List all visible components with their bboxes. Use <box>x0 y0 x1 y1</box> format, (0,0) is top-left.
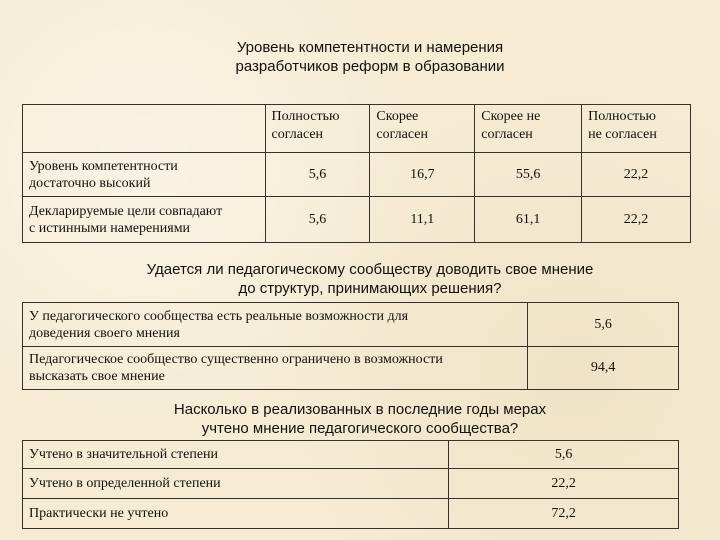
value-cell: 72,2 <box>449 499 679 529</box>
table-row <box>23 347 679 390</box>
row-label: Учтено в определенной степени <box>23 469 449 499</box>
row-label: Учтено в значительной степени <box>23 441 449 469</box>
question-3 <box>110 400 610 438</box>
row-label: Декларируемые цели совпадают с истинными намерениями <box>23 197 266 243</box>
competence-table <box>22 104 691 243</box>
table-row <box>23 153 691 197</box>
header-empty-cell <box>23 105 266 153</box>
title-line-1: Уровень компетентности и намерения <box>236 39 504 56</box>
row-label: Уровень компетентности достаточно высокий <box>23 153 266 197</box>
value-cell: 94,4 <box>528 347 679 390</box>
question-2-line-1: Удается ли педагогическому сообществу доводить свое мнение <box>146 261 594 278</box>
consideration-table <box>22 440 679 529</box>
value-cell: 5,6 <box>528 303 679 347</box>
header-cell: Скорее не согласен <box>475 105 582 153</box>
influence-table <box>22 302 679 390</box>
question-3-line-2: учтено мнение педагогического сообщества? <box>201 420 519 437</box>
table-row <box>23 469 679 499</box>
value-cell: 16,7 <box>370 153 475 197</box>
value-cell: 22,2 <box>449 469 679 499</box>
row-label: У педагогического сообщества есть реальные возможности для доведения своего мнения <box>23 303 528 347</box>
table-row <box>23 197 691 243</box>
value-cell: 5,6 <box>449 441 679 469</box>
row-label: Практически не учтено <box>23 499 449 529</box>
header-cell: Скорее согласен <box>370 105 475 153</box>
table-header-row <box>23 105 691 153</box>
header-cell: Полностью не согласен <box>582 105 691 153</box>
title-line-2: разработчиков реформ в образовании <box>235 58 505 75</box>
value-cell: 55,6 <box>475 153 582 197</box>
question-2 <box>100 260 640 298</box>
question-3-line-1: Насколько в реализованных в последние годы мерах <box>173 401 547 418</box>
row-label: Педагогическое сообщество существенно ограничено в возможности высказать свое мнение <box>23 347 528 390</box>
value-cell: 22,2 <box>582 197 691 243</box>
value-cell: 22,2 <box>582 153 691 197</box>
table-row <box>23 441 679 469</box>
value-cell: 5,6 <box>265 153 370 197</box>
value-cell: 5,6 <box>265 197 370 243</box>
table-row <box>23 303 679 347</box>
header-cell: Полностью согласен <box>265 105 370 153</box>
page-title <box>150 38 590 76</box>
table-row <box>23 499 679 529</box>
question-2-line-2: до структур, принимающих решения? <box>238 280 502 297</box>
value-cell: 11,1 <box>370 197 475 243</box>
value-cell: 61,1 <box>475 197 582 243</box>
